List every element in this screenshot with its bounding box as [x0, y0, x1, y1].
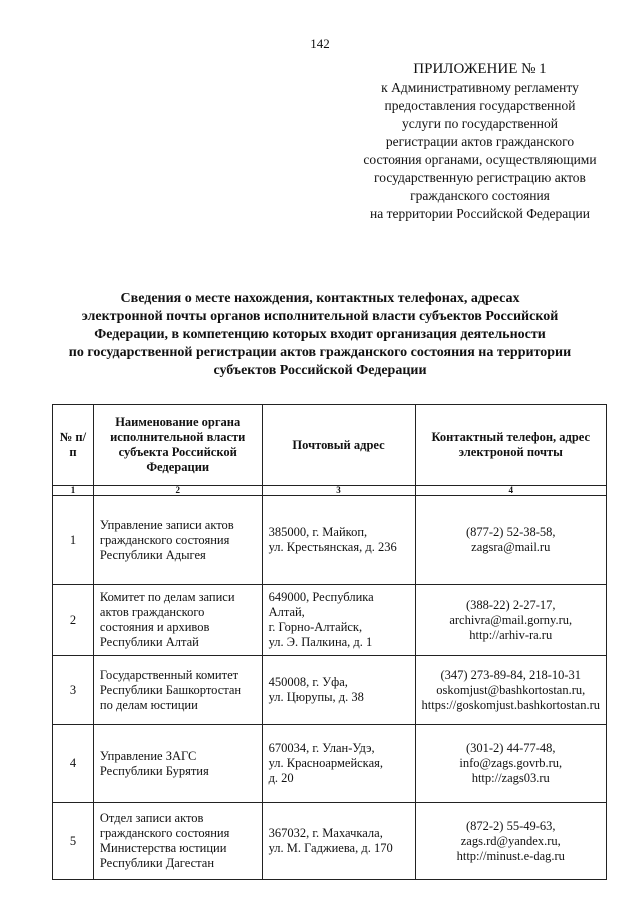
address-line: ул. Э. Палкина, д. 1	[268, 635, 373, 649]
address-line: ул. Цюрупы, д. 38	[268, 690, 364, 704]
agencies-table	[52, 404, 607, 880]
title-line: Федерации, в компетенцию которых входит организация деятельности	[94, 327, 546, 342]
title-line: электронной почты органов исполнительной власти субъектов Российской	[81, 309, 559, 324]
appendix-line: предоставления государственной	[384, 98, 576, 113]
address-line: ул. Крестьянская, д. 236	[268, 540, 397, 554]
address-line: 670034, г. Улан-Удэ,	[268, 741, 375, 755]
table-row	[53, 725, 607, 803]
appendix-line: государственную регистрацию актов	[374, 170, 586, 185]
agency-name: Комитет по делам записи актов гражданского состояния и архивов Республики Алтай	[93, 585, 262, 656]
contact-line: oskomjust@bashkortostan.ru,	[436, 682, 586, 697]
contact-line: http://minust.e-dag.ru	[456, 848, 565, 863]
address-line: 450008, г. Уфа,	[268, 675, 348, 689]
appendix-block	[330, 60, 630, 223]
row-number: 4	[53, 725, 94, 803]
agency-name: Отдел записи актов гражданского состояния Министерства юстиции Республики Дагестан	[93, 803, 262, 880]
header-num: № п/п	[53, 405, 94, 486]
postal-address	[262, 496, 415, 585]
contact-line: info@zags.govrb.ru,	[459, 756, 563, 770]
address-line: Алтай,	[268, 605, 305, 619]
contact-line: (301-2) 44-77-48,	[465, 741, 556, 755]
appendix-line: на территории Российской Федерации	[370, 206, 590, 221]
appendix-line: гражданского состояния	[410, 188, 550, 203]
appendix-line: к Административному регламенту	[381, 80, 579, 95]
column-number: 4	[415, 486, 606, 496]
address-line: 367032, г. Махачкала,	[268, 826, 383, 840]
address-line: д. 20	[268, 771, 294, 785]
contact-line: (872-2) 55-49-63,	[465, 818, 556, 833]
header-contact: Контактный телефон, адрес электроной почты	[415, 405, 606, 486]
postal-address	[262, 725, 415, 803]
contact-info	[415, 496, 606, 585]
contact-line: http://arhiv-ra.ru	[469, 627, 553, 642]
contact-line: (347) 273-89-84, 218-10-31	[440, 667, 582, 682]
table-row	[53, 656, 607, 725]
contact-info	[415, 725, 606, 803]
row-number: 2	[53, 585, 94, 656]
agency-name: Государственный комитет Республики Башкортостан по делам юстиции	[93, 656, 262, 725]
agency-name: Управление ЗАГС Республики Бурятия	[93, 725, 262, 803]
address-line: ул. М. Гаджиева, д. 170	[268, 841, 393, 855]
header-address: Почтовый адрес	[262, 405, 415, 486]
address-line: ул. Красноармейская,	[268, 756, 383, 770]
table-row	[53, 496, 607, 585]
column-number: 1	[53, 486, 94, 496]
row-number: 5	[53, 803, 94, 880]
postal-address	[262, 585, 415, 656]
contact-line: archivra@mail.gorny.ru,	[449, 612, 573, 627]
column-numbers-row	[53, 486, 607, 496]
postal-address	[262, 656, 415, 725]
agency-name: Управление записи актов гражданского состояния Республики Адыгея	[93, 496, 262, 585]
document-title	[40, 290, 600, 380]
contact-line: zags.rd@yandex.ru,	[460, 833, 561, 848]
column-number: 2	[93, 486, 262, 496]
row-number: 3	[53, 656, 94, 725]
contact-info	[415, 656, 606, 725]
contact-line: (877-2) 52-38-58,	[465, 525, 556, 539]
appendix-line: регистрации актов гражданского	[385, 134, 575, 149]
appendix-line: состояния органами, осуществляющими	[363, 152, 597, 167]
address-line: 649000, Республика	[268, 590, 374, 604]
table-row	[53, 803, 607, 880]
contact-line: https://goskomjust.bashkortostan.ru	[421, 697, 600, 712]
contact-info	[415, 585, 606, 656]
page-number: 142	[310, 36, 330, 51]
table-row	[53, 585, 607, 656]
contact-info	[415, 803, 606, 880]
address-line: г. Горно-Алтайск,	[268, 620, 363, 634]
table-header-row	[53, 405, 607, 486]
column-number: 3	[262, 486, 415, 496]
contact-line: http://zags03.ru	[471, 771, 550, 785]
title-line: субъектов Российской Федерации	[213, 363, 427, 378]
address-line: 385000, г. Майкоп,	[268, 525, 368, 539]
appendix-line: услуги по государственной	[402, 116, 558, 131]
contact-line: zagsra@mail.ru	[471, 540, 551, 554]
title-line: по государственной регистрации актов гражданского состояния на территории	[68, 345, 572, 360]
row-number: 1	[53, 496, 94, 585]
contact-line: (388-22) 2-27-17,	[465, 597, 556, 612]
header-name: Наименование органа исполнительной власти субъекта Российской Федерации	[93, 405, 262, 486]
title-line: Сведения о месте нахождения, контактных телефонах, адресах	[120, 291, 520, 306]
appendix-heading: ПРИЛОЖЕНИЕ № 1	[413, 61, 547, 77]
postal-address	[262, 803, 415, 880]
